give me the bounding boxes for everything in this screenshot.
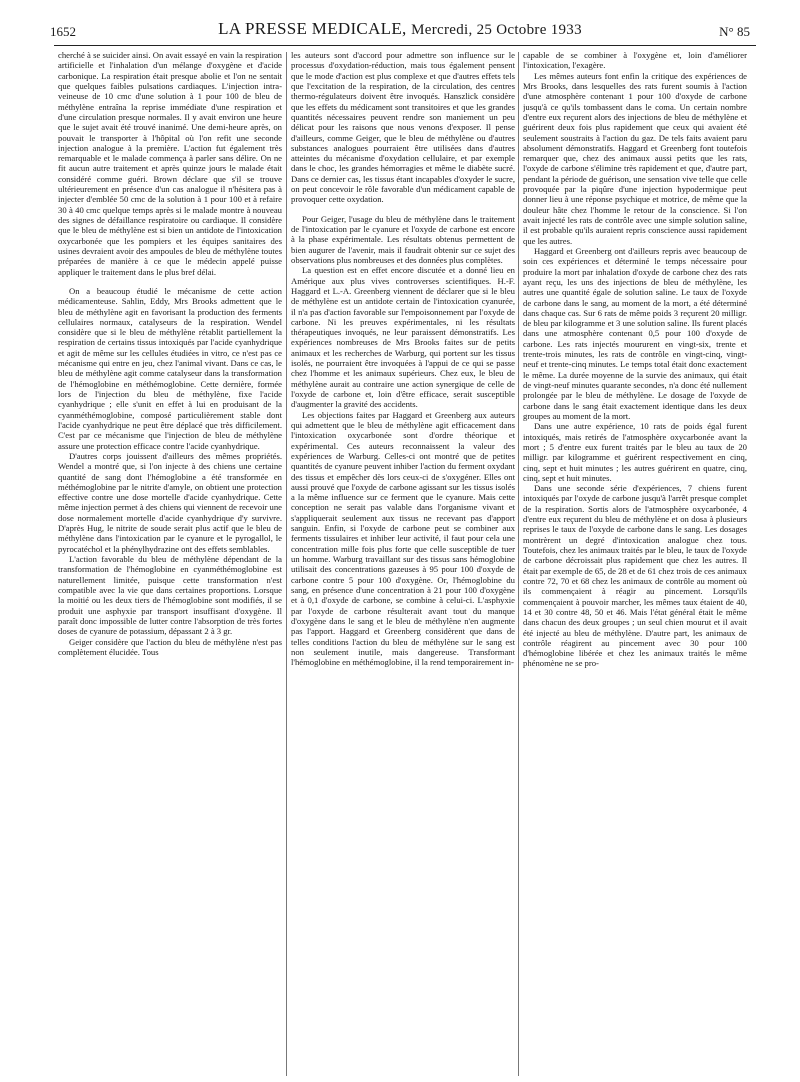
text-column-middle <box>291 50 515 1078</box>
column-divider <box>286 52 287 1076</box>
paragraph: les auteurs sont d'accord pour admettre son influence sur le processus d'oxydation-réduction, mais tous également pensent que le mode d'action est plus complexe et que d'autres effets tels que l'excitation de la respiration, de la circulation, des centres thermo-régulateurs doivent être invoqués. Hanszlick considère que les effets du médicament sont transitoires et que les grandes quantités nécessaires peuvent rendre son maniement un peu délicat pour les raisons que nous venons d'exposer. Il pense d'ailleurs, comme Geiger, que le bleu de méthylène ou d'autres substances analogues pourraient être utilisées dans d'autres atteintes du mécanisme d'oxydation cellulaire, et par exemple dans le choc, les grandes hémorragies et même le diabète sucré. Dans ce dernier cas, les tissus étant incapables d'oxyder le sucre, on peut concevoir le rôle favorable d'un médicament capable de provoquer cette oxydation. <box>291 50 515 205</box>
issue-number: N° 85 <box>719 24 750 39</box>
column-divider <box>518 52 519 1076</box>
paragraph: On a beaucoup étudié le mécanisme de cette action médicamenteuse. Sahlin, Eddy, Mrs Brooks admettent que le bleu de méthylène agit en favorisant la production des ferments cellulaires normaux, catalyseurs de la respiration. Wendel considère que si le bleu de méthylène rétablit partiellement la respiration de certains tissus intoxiqués par l'acide cyanhydrique et agit de même sur les cellules étudiées in vitro, ce n'est pas ce mécanisme qui entre en jeu, chez l'animal vivant. Dans ce cas, le bleu de méthylène agit comme catalyseur dans la transformation de l'hémoglobine en méthémoglobine. Cette dernière, formée lors de l'injection du bleu de méthylène, fixe l'acide cyanhydrique ; elle s'unit en effet à lui en produisant de la cyanméthémoglobine, composé particulièrement stable dont l'acide cyanhydrique ne peut être déplacé que très difficilement. C'est par ce mécanisme que l'injection de bleu de méthylène assure une protection efficace contre l'acide cyanhydrique. <box>58 285 282 451</box>
page-number: 1652 <box>50 24 76 39</box>
paragraph: D'autres corps jouissent d'ailleurs des mêmes propriétés. Wendel a montré que, si l'on injecte à des chiens une certaine quantité de sang dont l'hémoglobine a été transformée en méthémoglobine par le nitrite d'amyle, on obtient une protection effective contre une dose mortelle d'acide cyanhydrique. Cette même injection permet à des chiens qui viennent de recevoir une dose normalement mortelle d'acide cyanhydrique d'y survivre. D'après Hug, le nitrite de soude serait plus actif que le bleu de méthylène dans l'intoxication par le cyanure et le pyrogallol, le pyrocatéchol et la phénylhydrazine ont des effets semblables. <box>58 450 282 554</box>
paragraph: La question est en effet encore discutée et a donné lieu en Amérique aux plus vives controverses scientifiques. H.-F. Haggard et L.-A. Greenberg viennent de déclarer que si le bleu de méthylène est un antidote certain de l'intoxication cyanurée, il n'a pas d'action favorable sur l'empoisonnement par l'oxyde de carbone. Ni les preuves expérimentales, ni les résultats thérapeutiques invoqués, ne leur paraissent démonstratifs. Les expériences nombreuses de Mrs Brooks faites sur de petits animaux et les recherches de Warburg, qui portent sur les tissus isolés, ne pourraient être invoquées à l'appui de ce qui se passe chez l'homme et les animaux supérieurs. Chez eux, le bleu de méthylène aurait au contraire une action synergique de celle de l'oxyde de carbone et, loin d'être efficace, serait susceptible d'augmenter la gravité des accidents. <box>291 265 515 410</box>
page-header <box>50 18 750 46</box>
paragraph: Les mêmes auteurs font enfin la critique des expériences de Mrs Brooks, dans lesquelles des rats furent soumis à l'action d'une atmosphère contenant 1 pour 100 d'oxyde de carbone jusqu'à ce qu'ils tombassent dans le coma. Un certain nombre d'entre eux reçurent alors des injections de bleu de méthylène et guérirent deux fois plus rapidement que ceux qui avaient été seulement soustraits à l'action du gaz. De tels faits avaient paru absolument démonstratifs. Haggard et Greenberg font toutefois remarquer que, chez des animaux aussi petits que les rats, l'oxyde de carbone s'élimine très rapidement et que, d'autre part, pendant la période de guérison, une sensation vive telle que celle provoquée par la piqûre d'une injection hypodermique peut donner lieu à une réponse psychique et motrice, de même que la douleur hâte chez l'homme le retour de la conscience. Si l'on avait injecté les rats de contrôle avec une simple solution saline, il est probable qu'ils auraient repris conscience aussi rapidement que les autres. <box>523 70 747 246</box>
issue-date: Mercredi, 25 Octobre 1933 <box>411 22 582 38</box>
paragraph: Dans une autre expérience, 10 rats de poids égal furent intoxiqués, mais retirés de l'atmosphère oxycarbonée avant la mort ; 5 d'entre eux furent traités par le bleu au taux de 20 milligr. par kilogramme et guérirent respectivement en cinq, cinq, sept et huit minutes ; les autres guérirent en quatre, cinq, cinq, sept et huit minutes. <box>523 421 747 483</box>
text-column-right <box>523 50 747 1078</box>
paragraph: Haggard et Greenberg ont d'ailleurs repris avec beaucoup de soin ces expériences et déterminé le temps nécessaire pour produire la mort par inhalation d'oxyde de carbone chez des rats ayant reçu, les uns des injections de bleu de méthylène, les autres une quantité égale de solution saline. Le taux de l'oxyde de carbone dans le sang, au moment de la mort, a été déterminé dans chaque cas. Sur 6 rats de même poids 3 reçurent 20 milligr. de bleu par kilogramme et 3 une solution saline. Ils furent placés dans une atmosphère contenant 0,5 pour 100 d'oxyde de carbone. Les rats injectés moururent en vingt-six, trente et trente-trois minutes, les rats de contrôle en vingt-cinq, vingt-neuf et trente-cinq minutes. Le temps total était donc exactement le même. La durée moyenne de la survie des animaux, qui était de vingt-neuf minutes quarante secondes, n'a donc été nullement prolongée par le bleu de méthylène. Le dosage de l'oxyde de carbone dans le sang était exactement identique dans les deux groupes au moment de la mort. <box>523 245 747 421</box>
paragraph: capable de se combiner à l'oxygène et, loin d'améliorer l'intoxication, l'exagère. <box>523 50 747 71</box>
text-column-left <box>58 50 282 1078</box>
paragraph: cherché à se suicider ainsi. On avait essayé en vain la respiration artificielle et l'inhalation d'un mélange d'oxygène et d'acide carbonique. La respiration était presque abolie et l'on ne sentait que quelques faibles pulsations cardiaques. L'injection intra-veineuse de 10 cmc d'une solution à 1 pour 100 de bleu de méthylène entraîna la reprise immédiate d'une respiration et d'une circulation presque normales. Il y avait environ une heure que le sujet avait été trouvé inanimé. Une demi-heure après, on pouvait le transporter à l'hôpital où l'on refit une seconde injection analogue à la première. L'action fut également très remarquable et le malade commença à parler sans délire. On ne fit aucun autre traitement et après quinze jours le malade était considéré comme guéri. Brown déclare que s'il se trouve ultérieurement en présence d'un cas analogue il n'hésitera pas à injecter d'emblée 50 cmc de la solution à 1 pour 100 et à refaire 30 à 40 cmc quelque temps après si le malade montre à nouveau des signes de défaillance respiratoire ou cardiaque. Il considère que le bleu de méthylène est si bien un antidote de l'intoxication oxycarbonée que les pompiers et les équipes sanitaires des usines devraient avoir des ampoules de bleu de méthylène toutes préparées de manière à ce que le médecin appelé puisse appliquer le traitement dans le plus bref délai. <box>58 50 282 277</box>
paragraph: Pour Geiger, l'usage du bleu de méthylène dans le traitement de l'intoxication par le cyanure et l'oxyde de carbone est encore à la phase expérimentale. Les résultats obtenus permettent de bien augurer de l'avenir, mais il faudrait obtenir sur ce sujet des observations plus nombreuses et des données plus complètes. <box>291 213 515 265</box>
paragraph: Geiger considère que l'action du bleu de méthylène n'est pas complètement élucidée. Tous <box>58 636 282 657</box>
paragraph: Les objections faites par Haggard et Greenberg aux auteurs qui admettent que le bleu de méthylène agit efficacement dans l'intoxication oxycarbonée sont d'ordre théorique et expérimental. Ces auteurs reconnaissent la valeur des expériences de Warburg. Celles-ci ont montré que de petites quantités de cyanure peuvent inhiber l'action du ferment oxydant des tissus et empêcher dès lors ceux-ci de s'oxygéner. Elles ont aussi prouvé que l'oxyde de carbone agissant sur les tissus isolés a la même influence sur ce ferment que le cyanure. Mais cette conception ne serait pas valable dans l'organisme vivant et s'appliquerait seulement aux tissus ne recevant pas d'apport sanguin. Enfin, si l'oxyde de carbone peut se combiner aux ferments tissulaires et inhiber leur activité, il faut pour cela une concentration mille fois plus forte que celle susceptible de tuer un homme. Warburg travaillant sur des tissus sans hémoglobine utilisait des concentrations gazeuses à 95 pour 100 d'oxyde de carbone contre 5 pour 100 d'oxygène. Or, l'hémoglobine du sang, en présence d'une concentration à 21 pour 100 d'oxygène et à 0,1 d'oxyde de carbone, se combine à celui-ci. L'asphyxie par l'oxyde de carbone résulterait avant tout du manque d'oxygène dans le sang et le bleu de méthylène n'en augmente pas l'apport. Haggard et Greenberg considèrent que dans de telles conditions l'action du bleu de méthylène sur le sang est non seulement inutile, mais dangereuse. Transformant l'hémoglobine en méthémoglobine, il la rend temporairement in- <box>291 409 515 668</box>
header-rule <box>54 45 756 46</box>
paragraph: Dans une seconde série d'expériences, 7 chiens furent intoxiqués par l'oxyde de carbone jusqu'à l'arrêt presque complet de la respiration. Sortis alors de l'atmosphère oxycarbonée, 4 d'entre eux reçurent du bleu de méthylène et on dosa à plusieurs reprises le taux de l'oxyde de carbone dans le sang. Les dosages montrèrent un degré d'intoxication analogue chez tous. Toutefois, chez les animaux traités par le bleu, le taux de l'oxyde de carbone décroissait plus rapidement que chez les autres. Il était par exemple de 65, de 28 et de 61 chez trois de ces animaux contre 72, 70 et 68 chez les animaux de contrôle au moment où ils commençaient à réagir au pincement. Lorsqu'ils commençaient à pouvoir marcher, les mêmes taux étaient de 40, 14 et 30 contre 48, 50 et 46. Mais l'état général était le même dans chacun des deux groupes ; un seul chien mourut et il avait été injecté au bleu de méthylène. D'autre part, les animaux de contrôle réagirent au pincement avec 30 pour 100 d'hémoglobine libérée et chez les animaux traités le même phénomène ne se pro- <box>523 483 747 669</box>
journal-title: LA PRESSE MEDICALE, <box>218 19 407 38</box>
paragraph: L'action favorable du bleu de méthylène dépendant de la transformation de l'hémoglobine en cyanméthémoglobine est naturellement limitée, puisque cette transformation n'est compatible avec la vie que dans certaines proportions. Lorsque la moitié ou les deux tiers de l'hémoglobine sont modifiés, il se produit une asphyxie par transport insuffisant d'oxygène. Il paraît donc impossible de lutter contre l'absorption de très fortes doses de cyanure de potassium, dépassant 2 à 3 gr. <box>58 554 282 637</box>
running-title <box>50 19 750 39</box>
